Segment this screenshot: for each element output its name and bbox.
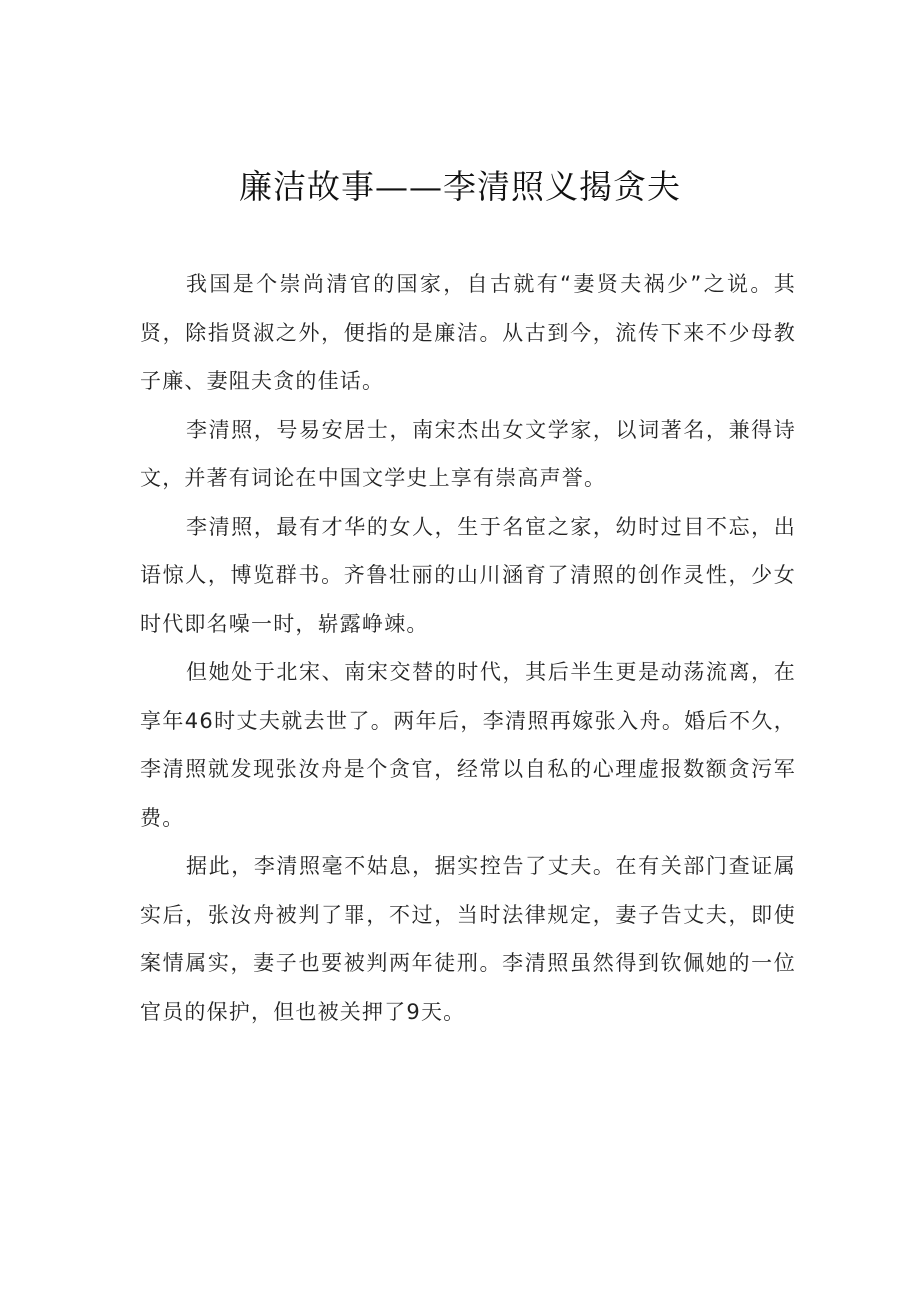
paragraph: 但她处于北宋、南宋交替的时代，其后半生更是动荡流离，在享年46时丈夫就去世了。两年后，李清照再嫁张入舟。婚后不久，李清照就发现张汝舟是个贪官，经常以自私的心理虚报数额贪污军费。 [140, 660, 796, 830]
paragraph: 我国是个崇尚清官的国家，自古就有“妻贤夫祸少”之说。其贤，除指贤淑之外，便指的是廉洁。从古到今，流传下来不少母教子廉、妻阻夫贪的佳话。 [140, 272, 796, 393]
paragraph: 据此，李清照毫不姑息，据实控告了丈夫。在有关部门查证属实后，张汝舟被判了罪，不过，当时法律规定，妻子告丈夫，即使案情属实，妻子也要被判两年徒刑。李清照虽然得到钦佩她的一位官员的保护，但也被关押了9天。 [140, 854, 796, 1024]
document-title: 廉洁故事——李清照义揭贪夫 [239, 167, 681, 206]
paragraph: 李清照，最有才华的女人，生于名宦之家，幼时过目不忘，出语惊人，博览群书。齐鲁壮丽的山川涵育了清照的创作灵性，少女时代即名噪一时，崭露峥竦。 [140, 514, 796, 636]
document-body [140, 260, 796, 1036]
paragraph: 李清照，号易安居士，南宋杰出女文学家，以词著名，兼得诗文，并著有词论在中国文学史上享有崇高声誉。 [140, 417, 796, 490]
